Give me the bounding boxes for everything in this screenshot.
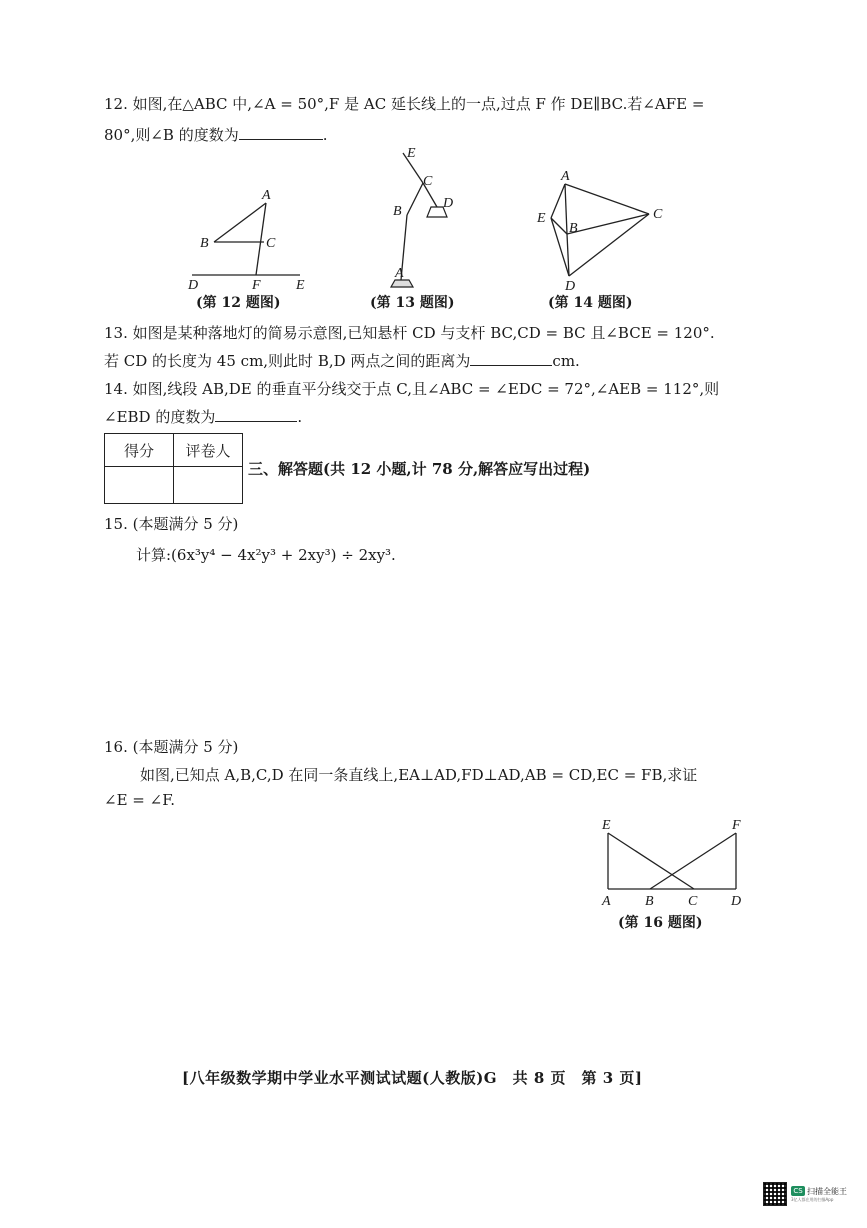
fig14-label-B: B xyxy=(569,221,578,236)
q14-line2-end: . xyxy=(297,408,303,426)
figure-13-svg xyxy=(385,145,465,290)
watermark-title-row xyxy=(791,1186,847,1197)
q14-line1: 14. 如图,线段 AB,DE 的垂直平分线交于点 C,且∠ABC = ∠EDC = 72°,∠AEB = 112°,则 xyxy=(104,380,720,398)
figure-16 xyxy=(598,815,748,910)
q13-line2-text: 若 CD 的长度为 45 cm,则此时 B,D 两点之间的距离为 xyxy=(104,352,471,370)
scanner-watermark xyxy=(763,1182,847,1206)
fig14-line-AC xyxy=(565,184,649,214)
figure-12 xyxy=(180,185,320,295)
fig16-label-F: F xyxy=(732,818,741,833)
fig16-label-D: D xyxy=(731,894,742,909)
fig16-label-B: B xyxy=(645,894,654,909)
q15-header: 15. (本题满分 5 分) xyxy=(104,515,239,533)
fig13-label-C: C xyxy=(423,174,433,189)
watermark-name: 扫描全能王 xyxy=(807,1186,847,1196)
figure-13 xyxy=(385,145,465,290)
figure-14-svg xyxy=(533,168,673,293)
fig14-label-A: A xyxy=(561,169,570,184)
fig16-line-FB xyxy=(650,833,736,889)
fig16-label-E: E xyxy=(602,818,611,833)
fig13-label-E: E xyxy=(407,146,416,161)
score-table-wrap xyxy=(104,433,243,504)
fig13-label-B: B xyxy=(393,204,402,219)
fig14-line-AB xyxy=(565,184,567,234)
section-3-title: 三、解答题(共 12 小题,计 78 分,解答应写出过程) xyxy=(248,460,591,478)
figure-14-caption: (第 14 题图) xyxy=(548,295,633,311)
figure-16-caption: (第 16 题图) xyxy=(618,915,703,931)
fig12-line-AB xyxy=(214,203,266,242)
fig16-line-EC xyxy=(608,833,694,889)
q15-calc: 计算:(6x³y⁴ − 4x²y³ + 2xy³) ÷ 2xy³. xyxy=(136,546,396,564)
fig14-label-D: D xyxy=(565,279,576,294)
q16-line2: ∠E = ∠F. xyxy=(104,791,176,809)
score-table xyxy=(104,433,243,504)
q13-line1: 13. 如图是某种落地灯的简易示意图,已知悬杆 CD 与支杆 BC,CD = BC 且∠BCE = 120°. xyxy=(104,324,715,342)
q12-answer-blank xyxy=(239,125,323,140)
q16-line1: 如图,已知点 A,B,C,D 在同一条直线上,EA⊥AD,FD⊥AD,AB = CD,EC = FB,求证 xyxy=(140,766,698,784)
fig12-label-F: F xyxy=(252,278,261,293)
q13-line2 xyxy=(104,350,580,371)
q12-line2-end: . xyxy=(322,126,328,144)
figure-14 xyxy=(533,168,673,293)
q12-line1: 12. 如图,在△ABC 中,∠A = 50°,F 是 AC 延长线上的一点,过点 F 作 DE∥BC.若∠AFE = xyxy=(104,95,705,113)
q14-line2-text: ∠EBD 的度数为 xyxy=(104,408,216,426)
q12-line2 xyxy=(104,124,328,145)
fig13-base xyxy=(391,280,413,287)
fig14-line-AE xyxy=(551,184,565,218)
fig12-line-AF xyxy=(256,203,266,275)
fig16-label-C: C xyxy=(688,894,698,909)
watermark-subtitle: 3亿人都在用的扫描App xyxy=(791,1196,834,1202)
camscanner-logo-icon: CS xyxy=(791,1186,805,1196)
page-footer: [八年级数学期中学业水平测试试题(人教版)G 共 8 页 第 3 页] xyxy=(182,1069,643,1087)
q13-answer-blank xyxy=(470,351,552,366)
fig14-label-E: E xyxy=(537,211,546,226)
q14-answer-blank xyxy=(215,407,297,422)
fig12-label-C: C xyxy=(266,236,276,251)
fig12-label-B: B xyxy=(200,236,209,251)
qr-code-icon xyxy=(763,1182,787,1206)
fig12-label-E: E xyxy=(296,278,305,293)
figure-12-svg xyxy=(180,185,320,295)
score-cell xyxy=(105,467,174,504)
fig12-label-D: D xyxy=(188,278,199,293)
fig14-label-C: C xyxy=(653,207,663,222)
fig13-label-D: D xyxy=(443,196,454,211)
q14-line2 xyxy=(104,406,302,427)
q16-header: 16. (本题满分 5 分) xyxy=(104,738,239,756)
q13-unit: cm. xyxy=(552,352,580,370)
q12-line2-text: 80°,则∠B 的度数为 xyxy=(104,126,239,144)
figure-16-svg xyxy=(598,815,748,910)
fig13-line-CB xyxy=(407,183,423,215)
score-label: 得分 xyxy=(105,434,174,467)
fig16-label-A: A xyxy=(602,894,611,909)
fig13-label-A: A xyxy=(395,266,404,281)
figure-12-caption: (第 12 题图) xyxy=(196,295,281,311)
figure-13-caption: (第 13 题图) xyxy=(370,295,455,311)
fig12-label-A: A xyxy=(262,188,271,203)
watermark-text-block xyxy=(791,1186,847,1203)
grader-cell xyxy=(174,467,243,504)
grader-label: 评卷人 xyxy=(174,434,243,467)
